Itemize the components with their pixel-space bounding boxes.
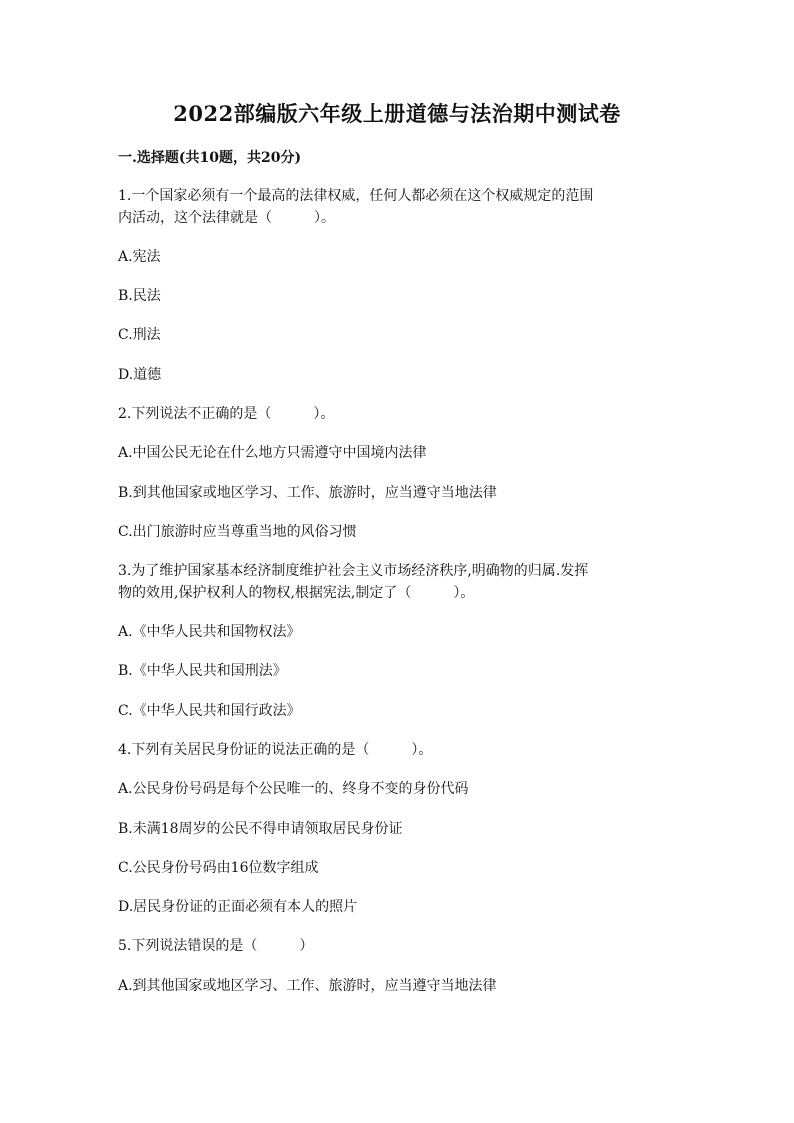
- question-4-stem: 4.下列有关居民身份证的说法正确的是（ ）。: [118, 742, 433, 758]
- question-4-option-d: D.居民身份证的正面必须有本人的照片: [118, 899, 358, 915]
- question-1-option-d: D.道德: [118, 367, 162, 383]
- question-1-line-2: 内活动，这个法律就是（ ）。: [118, 210, 335, 226]
- question-4-option-a: A.公民身份号码是每个公民唯一的、终身不变的身份代码: [118, 781, 469, 797]
- question-4-option-b: B.未满18周岁的公民不得申请领取居民身份证: [118, 821, 403, 837]
- question-4-option-c: C.公民身份号码由16位数字组成: [118, 860, 319, 876]
- document-title: 2022部编版六年级上册道德与法治期中测试卷: [173, 101, 621, 126]
- question-1-option-c: C.刑法: [118, 327, 161, 343]
- question-3-option-b: B.《中华人民共和国刑法》: [118, 663, 287, 679]
- question-2-option-a: A.中国公民无论在什么地方只需遵守中国境内法律: [118, 445, 427, 461]
- question-1-line-1: 1.一个国家必须有一个最高的法律权威，任何人都必须在这个权威规定的范围: [118, 188, 594, 204]
- question-5-option-a: A.到其他国家或地区学习、工作、旅游时，应当遵守当地法律: [118, 978, 497, 994]
- question-3-line-1: 3.为了维护国家基本经济制度维护社会主义市场经济秩序,明确物的归属.发挥: [118, 563, 589, 579]
- question-1-option-a: A.宪法: [118, 249, 161, 265]
- question-3-line-2: 物的效用,保护权利人的物权,根据宪法,制定了（ ）。: [118, 585, 475, 601]
- question-5-stem: 5.下列说法错误的是（ ）: [118, 938, 314, 954]
- question-3-option-c: C.《中华人民共和国行政法》: [118, 703, 301, 719]
- question-3-option-a: A.《中华人民共和国物权法》: [118, 624, 301, 640]
- question-2-option-b: B.到其他国家或地区学习、工作、旅游时，应当遵守当地法律: [118, 485, 497, 501]
- question-2-option-c: C.出门旅游时应当尊重当地的风俗习惯: [118, 524, 357, 540]
- question-2-stem: 2.下列说法不正确的是（ ）。: [118, 406, 335, 422]
- question-1-option-b: B.民法: [118, 288, 161, 304]
- section-heading: 一.选择题(共10题，共20分): [118, 150, 302, 166]
